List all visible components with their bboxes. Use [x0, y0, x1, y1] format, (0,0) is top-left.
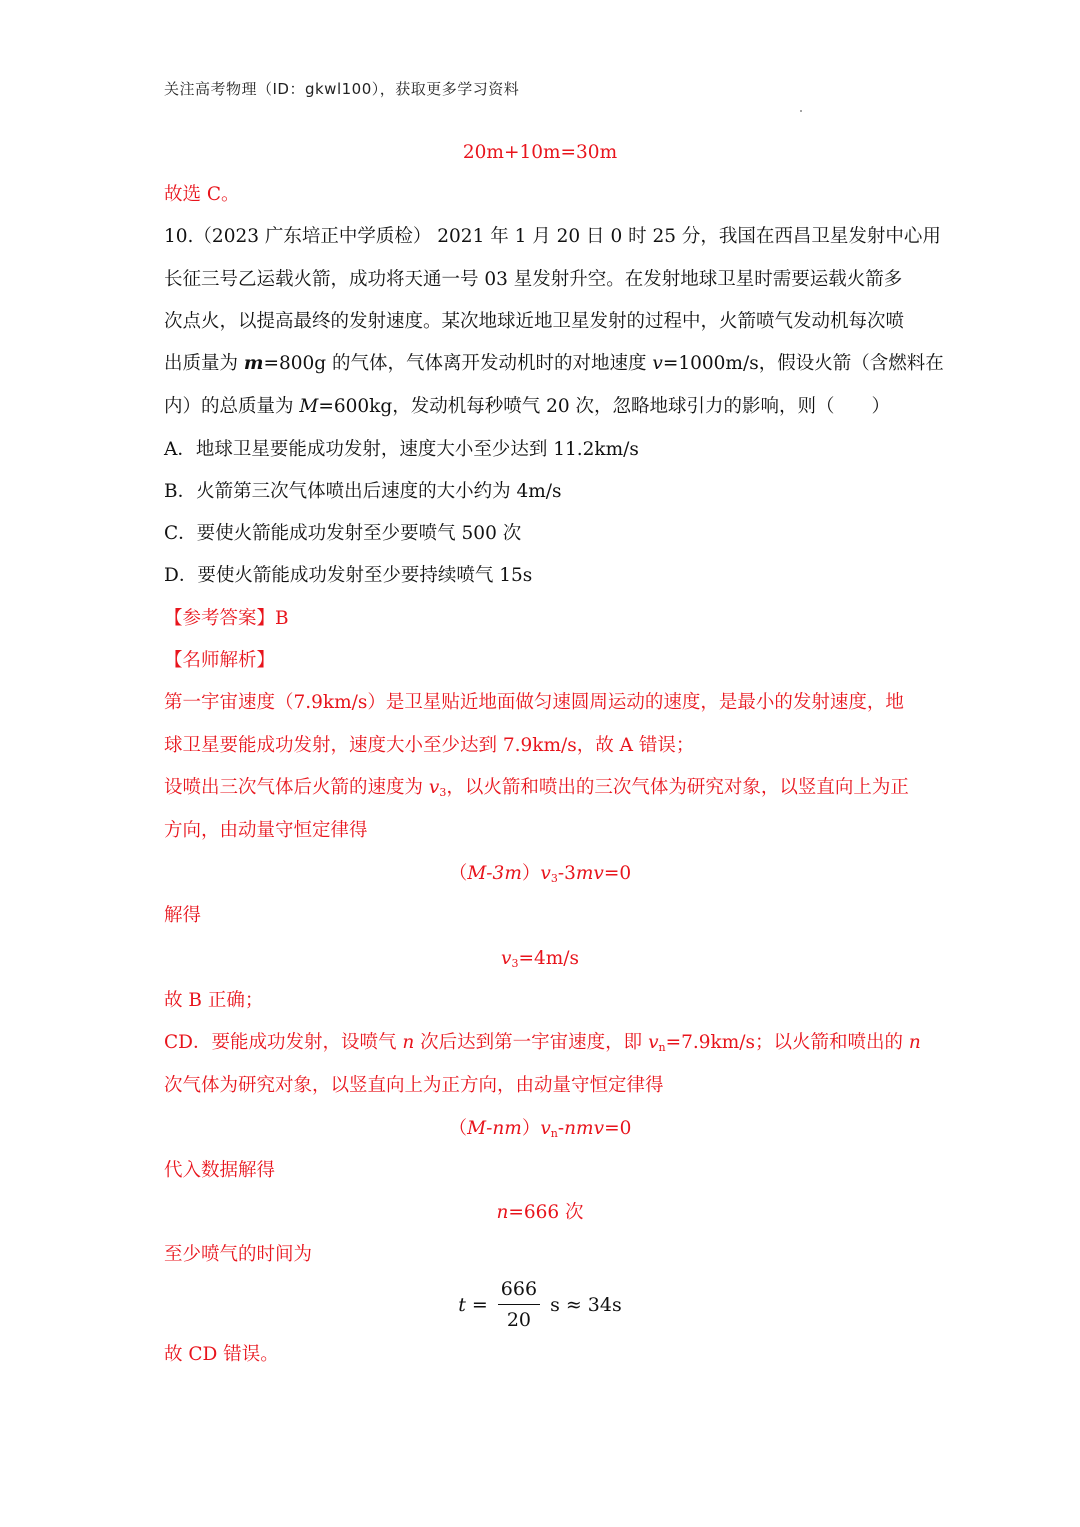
fraction — [498, 1276, 540, 1333]
equation-2: $v_3=4m/s$ — [501, 948, 579, 970]
conclusion-b: 故 B 正确； — [164, 990, 264, 1011]
prev-calc: 20m+10m=30m — [462, 142, 618, 163]
analysis-p2-line1: 设喷出三次气体后火箭的速度为 $v_3$，以火箭和喷出的三次气体为研究对象，以竖直向上为正 — [164, 777, 909, 799]
analysis-cd-line2: 次气体为研究对象，以竖直向上为正方向，由动量守恒定律得 — [164, 1075, 664, 1096]
option-d: D．要使火箭能成功发射至少要持续喷气 15s — [164, 565, 533, 586]
answer-label: 【参考答案】 — [164, 608, 276, 629]
scan-dot — [800, 110, 802, 112]
fraction-denominator: 20 — [506, 1309, 532, 1331]
var-v: v — [652, 353, 663, 374]
answer-line — [164, 606, 924, 632]
question-line-4: 出质量为 m=800g 的气体，气体离开发动机时的对地速度 v=1000m/s，假设火箭（含燃料在 — [164, 353, 944, 374]
analysis-p2-line2: 方向，由动量守恒定律得 — [164, 820, 368, 841]
answer-value: B — [275, 608, 289, 629]
fraction-numerator: 666 — [498, 1276, 540, 1305]
solve-label: 解得 — [164, 905, 202, 926]
question-line-5: 内）的总质量为 M=600kg，发动机每秒喷气 20 次，忽略地球引力的影响，则（ ） — [164, 396, 891, 417]
page-header: 关注高考物理（ID：gkwl100），获取更多学习资料 — [164, 80, 520, 98]
equation-3: $(M-nm)v_n-nmv=0$ — [448, 1118, 632, 1140]
var-m: m — [243, 353, 264, 374]
analysis-p1-line2: 球卫星要能成功发射，速度大小至少达到 7.9km/s，故 A 错误； — [164, 735, 695, 756]
analysis-cd-line1: CD．要能成功发射，设喷气 n 次后达到第一宇宙速度，即 $v_n=7.9km/s$；以火箭和喷出的 n — [164, 1032, 921, 1054]
substitute-label: 代入数据解得 — [164, 1160, 276, 1181]
option-c: C．要使火箭能成功发射至少要喷气 500 次 — [164, 523, 522, 544]
min-time-label: 至少喷气的时间为 — [164, 1244, 313, 1265]
analysis-label: 【名师解析】 — [164, 650, 276, 671]
analysis-p1-line1: 第一宇宙速度（7.9km/s）是卫星贴近地面做匀速圆周运动的速度，是最小的发射速度，地 — [164, 692, 904, 713]
question-line-2: 长征三号乙运载火箭，成功将天通一号 03 星发射升空。在发射地球卫星时需要运载火箭多 — [164, 269, 903, 290]
prev-conclusion: 故选 C。 — [164, 184, 240, 205]
conclusion-cd: 故 CD 错误。 — [164, 1344, 279, 1365]
equation-4: n=666 次 — [496, 1202, 584, 1223]
var-M: M — [299, 396, 319, 417]
time-formula: t = $\frac{666}{20}$ s ≈ 34s — [458, 1278, 622, 1331]
option-b: B．火箭第三次气体喷出后速度的大小约为 4m/s — [164, 481, 562, 502]
option-a: A．地球卫星要能成功发射，速度大小至少达到 11.2km/s — [164, 439, 639, 460]
equation-1: $(M-3m)v_3-3mv=0$ — [448, 863, 632, 885]
question-line-1: 10.（2023 广东培正中学质检） 2021 年 1 月 20 日 0 时 25 分，我国在西昌卫星发射中心用 — [164, 226, 941, 247]
question-line-3: 次点火，以提高最终的发射速度。某次地球近地卫星发射的过程中，火箭喷气发动机每次喷 — [164, 311, 905, 332]
